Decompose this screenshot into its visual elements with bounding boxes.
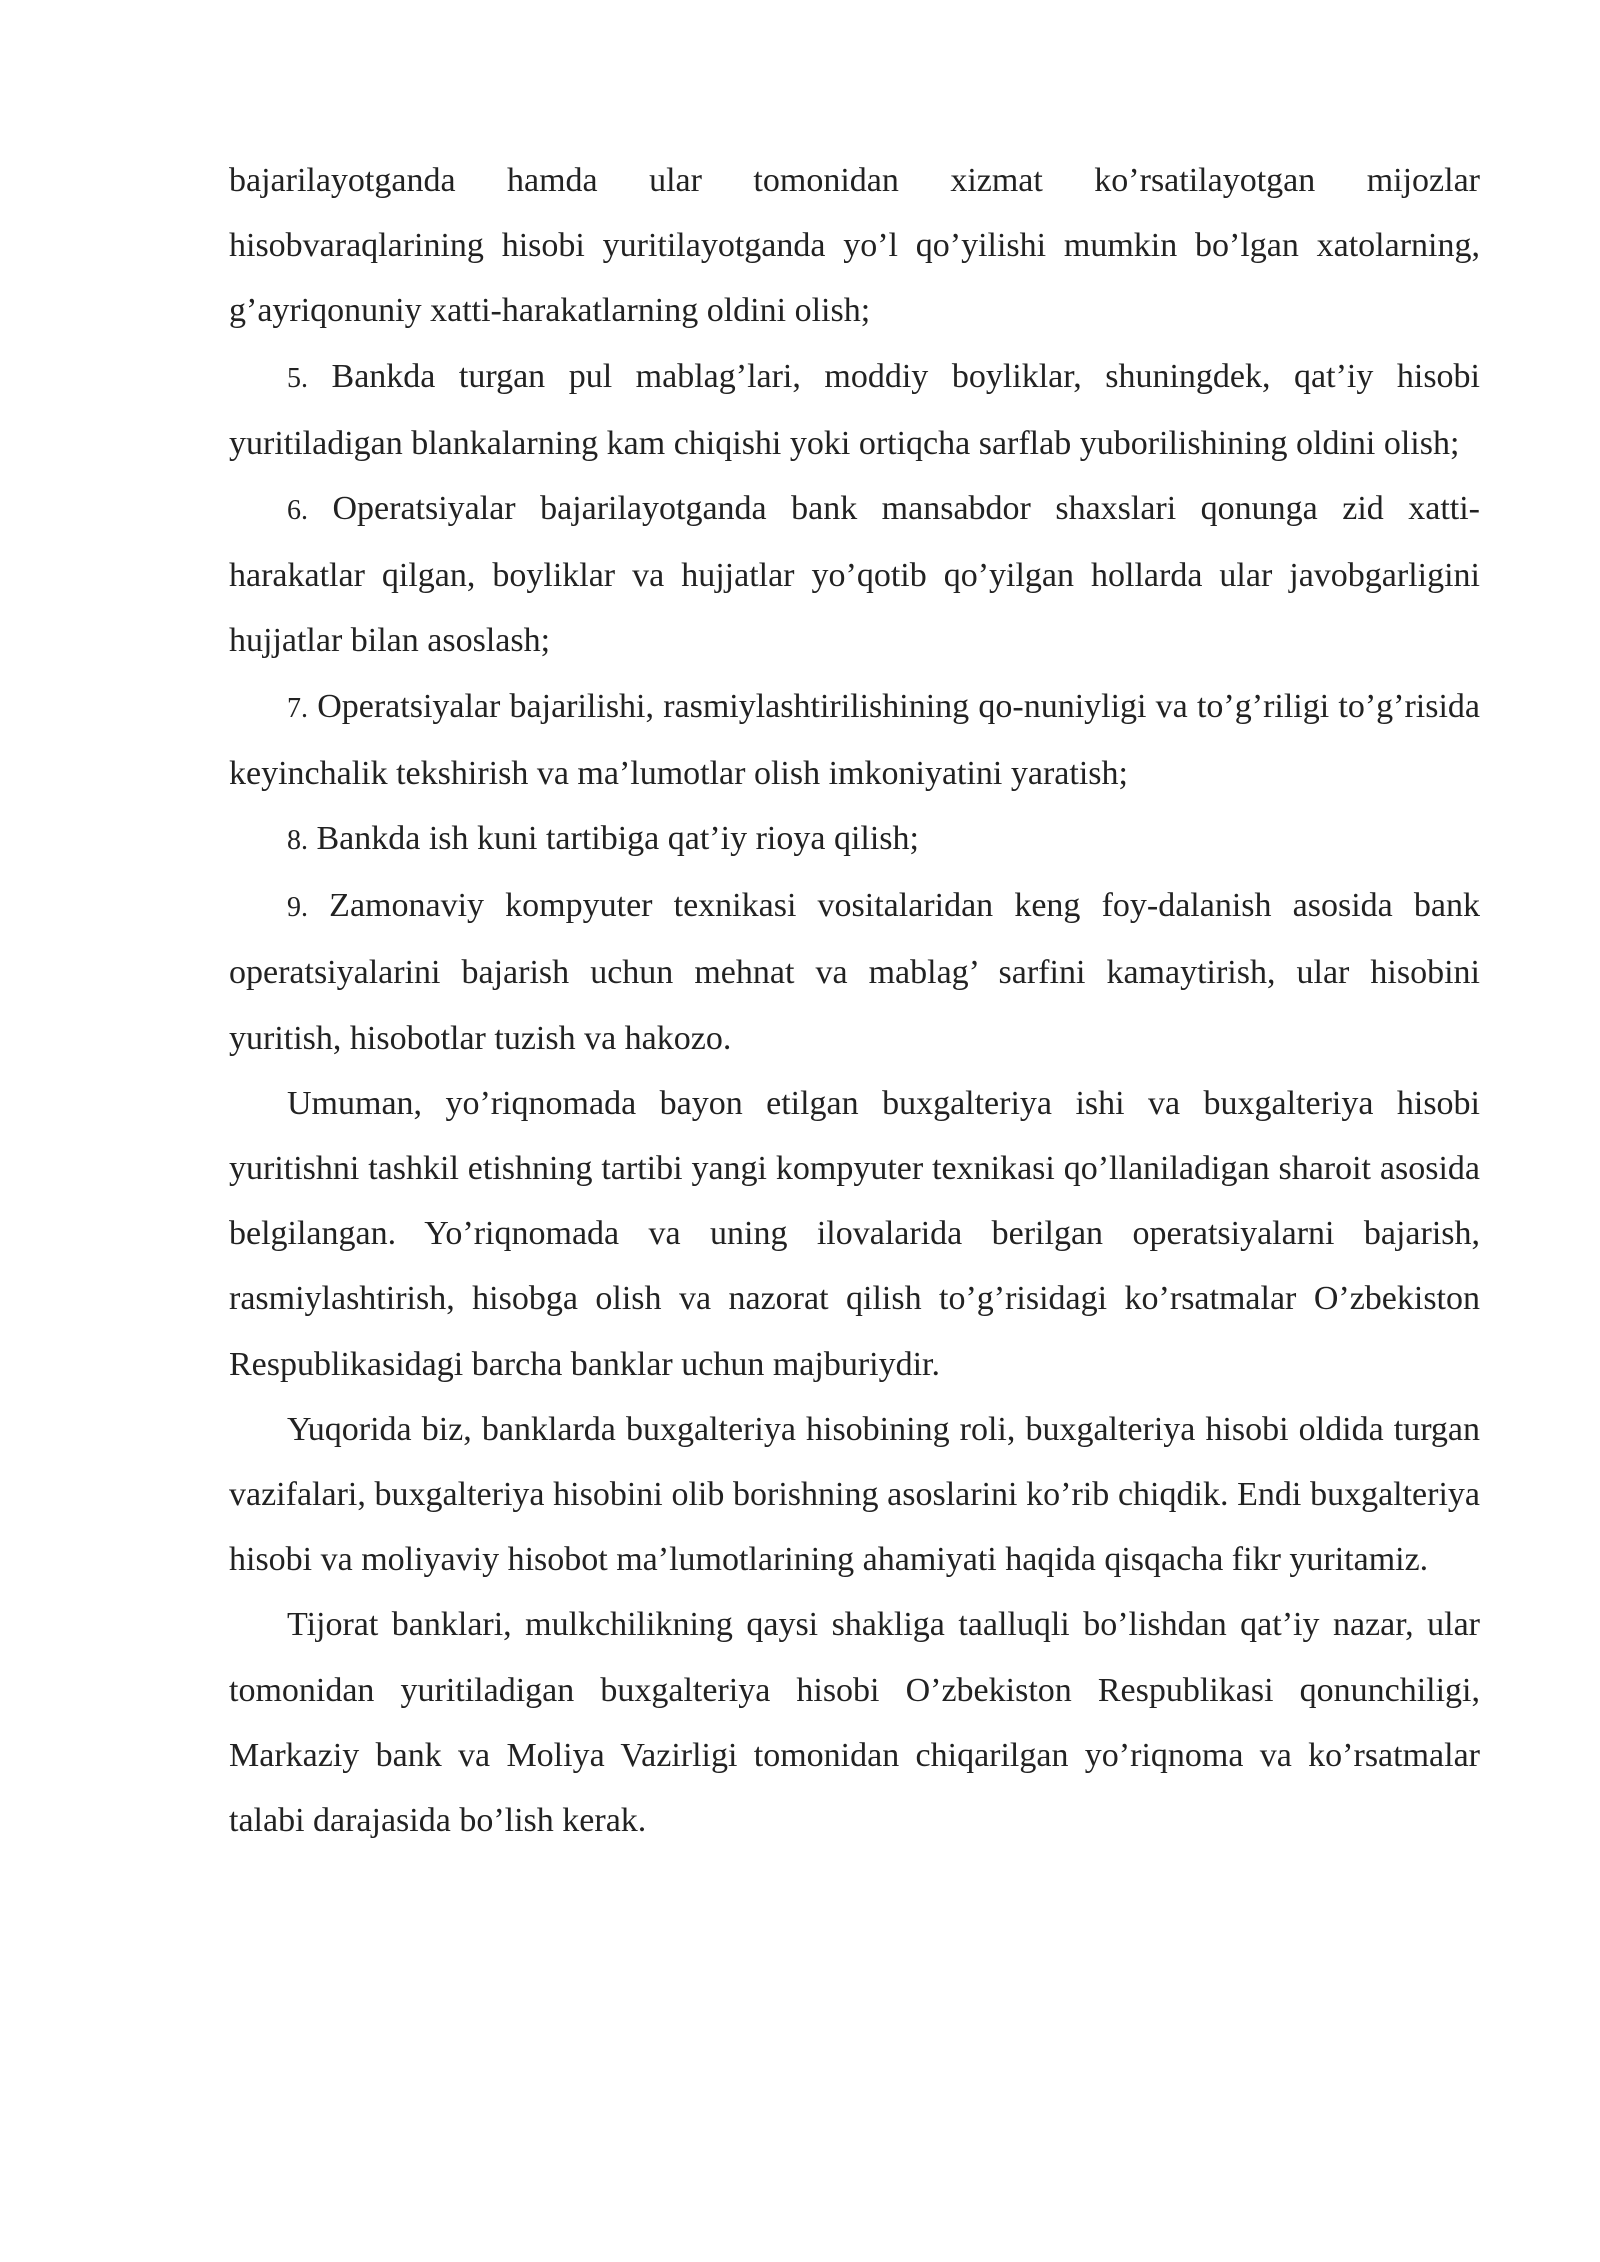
list-item-7 (229, 674, 1480, 806)
list-item-text: Zamonaviy kompyuter texnikasi vositalaridan keng foy-dalanish asosida bank operatsiyalarini bajarish uchun mehnat va mablag’ sarfini kamaytirish, ular hisobini yuritish, hisobotlar tuzish va hakozo. (229, 887, 1481, 1057)
list-item-9 (229, 873, 1480, 1071)
paragraph-umuman (229, 1071, 1480, 1397)
paragraph-text: bajarilayotganda hamda ular tomonidan xizmat ko’rsatilayotgan mijozlar hisobvaraqlarining hisobi yuritilayotganda yo’l qo’yilishi mumkin bo’lgan xatolarning, g’ayriqonuniy xatti-harakatlarning oldini olish; (229, 162, 1480, 330)
list-item-text: Bankda ish kuni tartibiga qat’iy rioya qilish; (316, 820, 919, 858)
list-item-number: 5. (287, 362, 308, 394)
paragraph-tijorat (229, 1592, 1480, 1853)
list-item-number: 7. (287, 692, 308, 724)
list-item-number: 9. (287, 892, 308, 924)
paragraph-text: Umuman, yo’riqnomada bayon etilgan buxgalteriya ishi va buxgalteriya hisobi yuritishni tashkil etishning tartibi yangi kompyuter texnikasi qo’llaniladigan sharoit asosida belgilangan. Yo’riqnomada va uning ilovalarida berilgan operatsiyalarni bajarish, rasmiylashtirish, hisobga olish va nazorat qilish to’g’risidagi ko’rsatmalar O’zbekiston Respublikasidagi barcha banklar uchun majburiydir. (229, 1084, 1480, 1383)
list-item-6 (229, 476, 1480, 674)
list-item-5 (229, 344, 1480, 476)
list-item-text: Operatsiyalar bajarilishi, rasmiylashtirilishining qo-nuniyligi va to’g’riligi to’g’risida keyinchalik tekshirish va ma’lumotlar olish imkoniyatini yaratish; (229, 687, 1481, 792)
list-item-8 (229, 806, 1480, 873)
list-item-text: Operatsiyalar bajarilayotganda bank mansabdor shaxslari qonunga zid xatti-harakatlar qilgan, boyliklar va hujjatlar yo’qotib qo’yilgan hollarda ular javobgarligini hujjatlar bilan asoslash; (229, 490, 1480, 660)
paragraph-continuation (229, 148, 1480, 344)
document-body (229, 148, 1480, 1853)
paragraph-text: Yuqorida biz, banklarda buxgalteriya hisobining roli, buxgalteriya hisobi oldida turgan vazifalari, buxgalteriya hisobini olib borishning asoslarini ko’rib chiqdik. Endi buxgalteriya hisobi va moliyaviy hisobot ma’lumotlarining ahamiyati haqida qisqacha fikr yuritamiz. (229, 1410, 1480, 1579)
list-item-number: 6. (287, 495, 308, 527)
paragraph-yuqorida (229, 1397, 1480, 1593)
list-item-text: Bankda turgan pul mablag’lari, moddiy boyliklar, shuningdek, qat’iy hisobi yuritiladigan blankalarning kam chiqishi yoki ortiqcha sarflab yuborilishining oldini olish; (229, 357, 1481, 462)
list-item-number: 8. (287, 825, 308, 857)
paragraph-text: Tijorat banklari, mulkchilikning qaysi shakliga taalluqli bo’lishdan qat’iy nazar, ular tomonidan yuritiladigan buxgalteriya hisobi O’zbekiston Respublikasi qonunchiligi, Markaziy bank va Moliya Vazirligi tomonidan chiqarilgan yo’riqnoma va ko’rsatmalar talabi darajasida bo’lish kerak. (229, 1606, 1480, 1840)
